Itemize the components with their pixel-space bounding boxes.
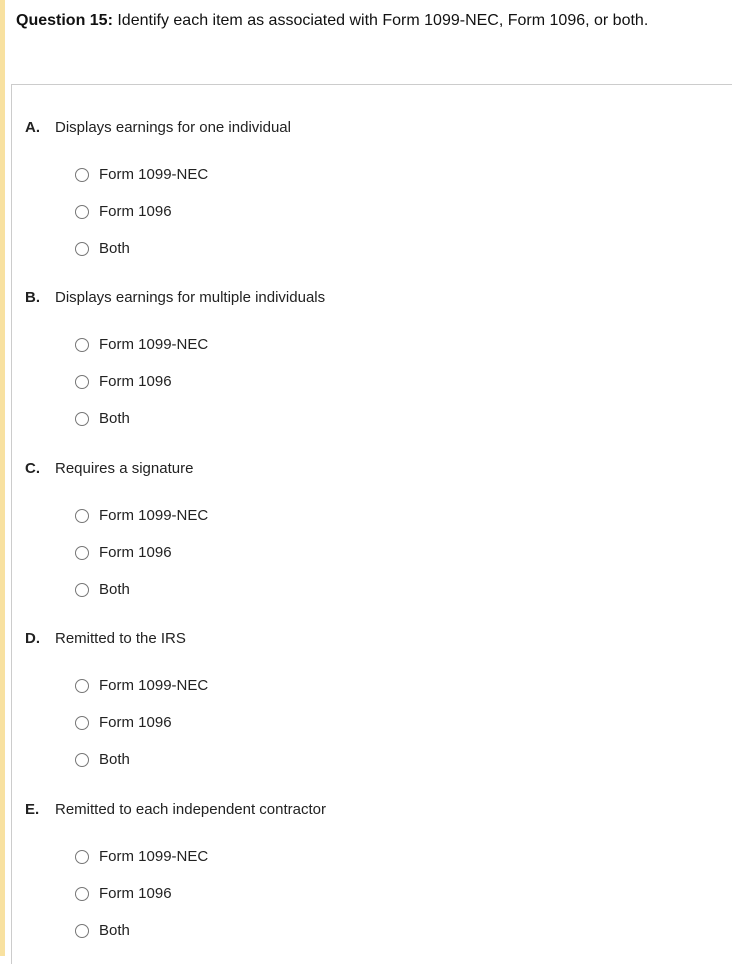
radio-button[interactable] [75, 375, 89, 389]
option-both[interactable] [75, 750, 208, 770]
option-label: Both [99, 750, 130, 768]
radio-button[interactable] [75, 412, 89, 426]
item-a [25, 118, 291, 275]
item-letter: E. [25, 801, 40, 818]
option-form-1096[interactable] [75, 372, 325, 392]
option-label: Form 1096 [99, 543, 172, 561]
option-form-1099-nec[interactable] [75, 165, 291, 185]
radio-button[interactable] [75, 583, 89, 597]
option-both[interactable] [75, 239, 291, 259]
radio-group [75, 335, 325, 429]
question-header [16, 10, 648, 32]
option-label: Form 1096 [99, 713, 172, 731]
item-letter: B. [25, 289, 40, 306]
option-form-1099-nec[interactable] [75, 335, 325, 355]
option-label: Both [99, 409, 130, 427]
item-e [25, 800, 326, 957]
radio-group [75, 847, 326, 941]
radio-button[interactable] [75, 716, 89, 730]
item-text: Requires a signature [55, 460, 194, 477]
option-form-1096[interactable] [75, 543, 208, 563]
radio-button[interactable] [75, 205, 89, 219]
option-form-1096[interactable] [75, 202, 291, 222]
radio-button[interactable] [75, 509, 89, 523]
option-form-1096[interactable] [75, 713, 208, 733]
option-form-1099-nec[interactable] [75, 506, 208, 526]
item-title [25, 629, 208, 649]
option-label: Form 1099-NEC [99, 336, 209, 353]
item-c [25, 459, 208, 616]
option-form-1099-nec[interactable] [75, 847, 326, 867]
option-both[interactable] [75, 580, 208, 600]
option-form-1099-nec[interactable] [75, 676, 208, 696]
answer-panel [11, 84, 732, 964]
radio-button[interactable] [75, 753, 89, 767]
radio-group [75, 676, 208, 770]
option-label: Form 1096 [99, 884, 172, 902]
radio-button[interactable] [75, 338, 89, 352]
item-text: Remitted to each independent contractor [55, 801, 327, 818]
radio-button[interactable] [75, 168, 89, 182]
left-accent-bar [0, 0, 5, 956]
radio-button[interactable] [75, 924, 89, 938]
option-label: Both [99, 239, 130, 257]
option-label: Form 1099-NEC [99, 507, 209, 524]
radio-group [75, 165, 291, 259]
item-title [25, 800, 326, 820]
item-letter: C. [25, 460, 40, 477]
option-label: Form 1099-NEC [99, 848, 209, 865]
item-title [25, 118, 291, 138]
radio-group [75, 506, 208, 600]
radio-button[interactable] [75, 546, 89, 560]
item-letter: A. [25, 119, 40, 136]
item-text: Remitted to the IRS [55, 630, 186, 647]
item-title [25, 459, 208, 479]
item-b [25, 288, 325, 445]
radio-button[interactable] [75, 679, 89, 693]
radio-button[interactable] [75, 242, 89, 256]
item-d [25, 629, 208, 786]
item-title [25, 288, 325, 308]
option-label: Both [99, 580, 130, 598]
radio-button[interactable] [75, 850, 89, 864]
option-form-1096[interactable] [75, 884, 326, 904]
option-both[interactable] [75, 921, 326, 941]
item-text: Displays earnings for multiple individuals [55, 289, 326, 306]
option-label: Form 1099-NEC [99, 677, 209, 694]
option-label: Both [99, 921, 130, 939]
option-label: Form 1096 [99, 202, 172, 220]
question-number: Question 15: [16, 12, 113, 29]
option-both[interactable] [75, 409, 325, 429]
option-label: Form 1099-NEC [99, 166, 209, 183]
option-label: Form 1096 [99, 372, 172, 390]
item-text: Displays earnings for one individual [55, 119, 291, 136]
radio-button[interactable] [75, 887, 89, 901]
question-prompt: Identify each item as associated with Form 1099-NEC, Form 1096, or both. [117, 12, 649, 29]
item-letter: D. [25, 630, 40, 647]
